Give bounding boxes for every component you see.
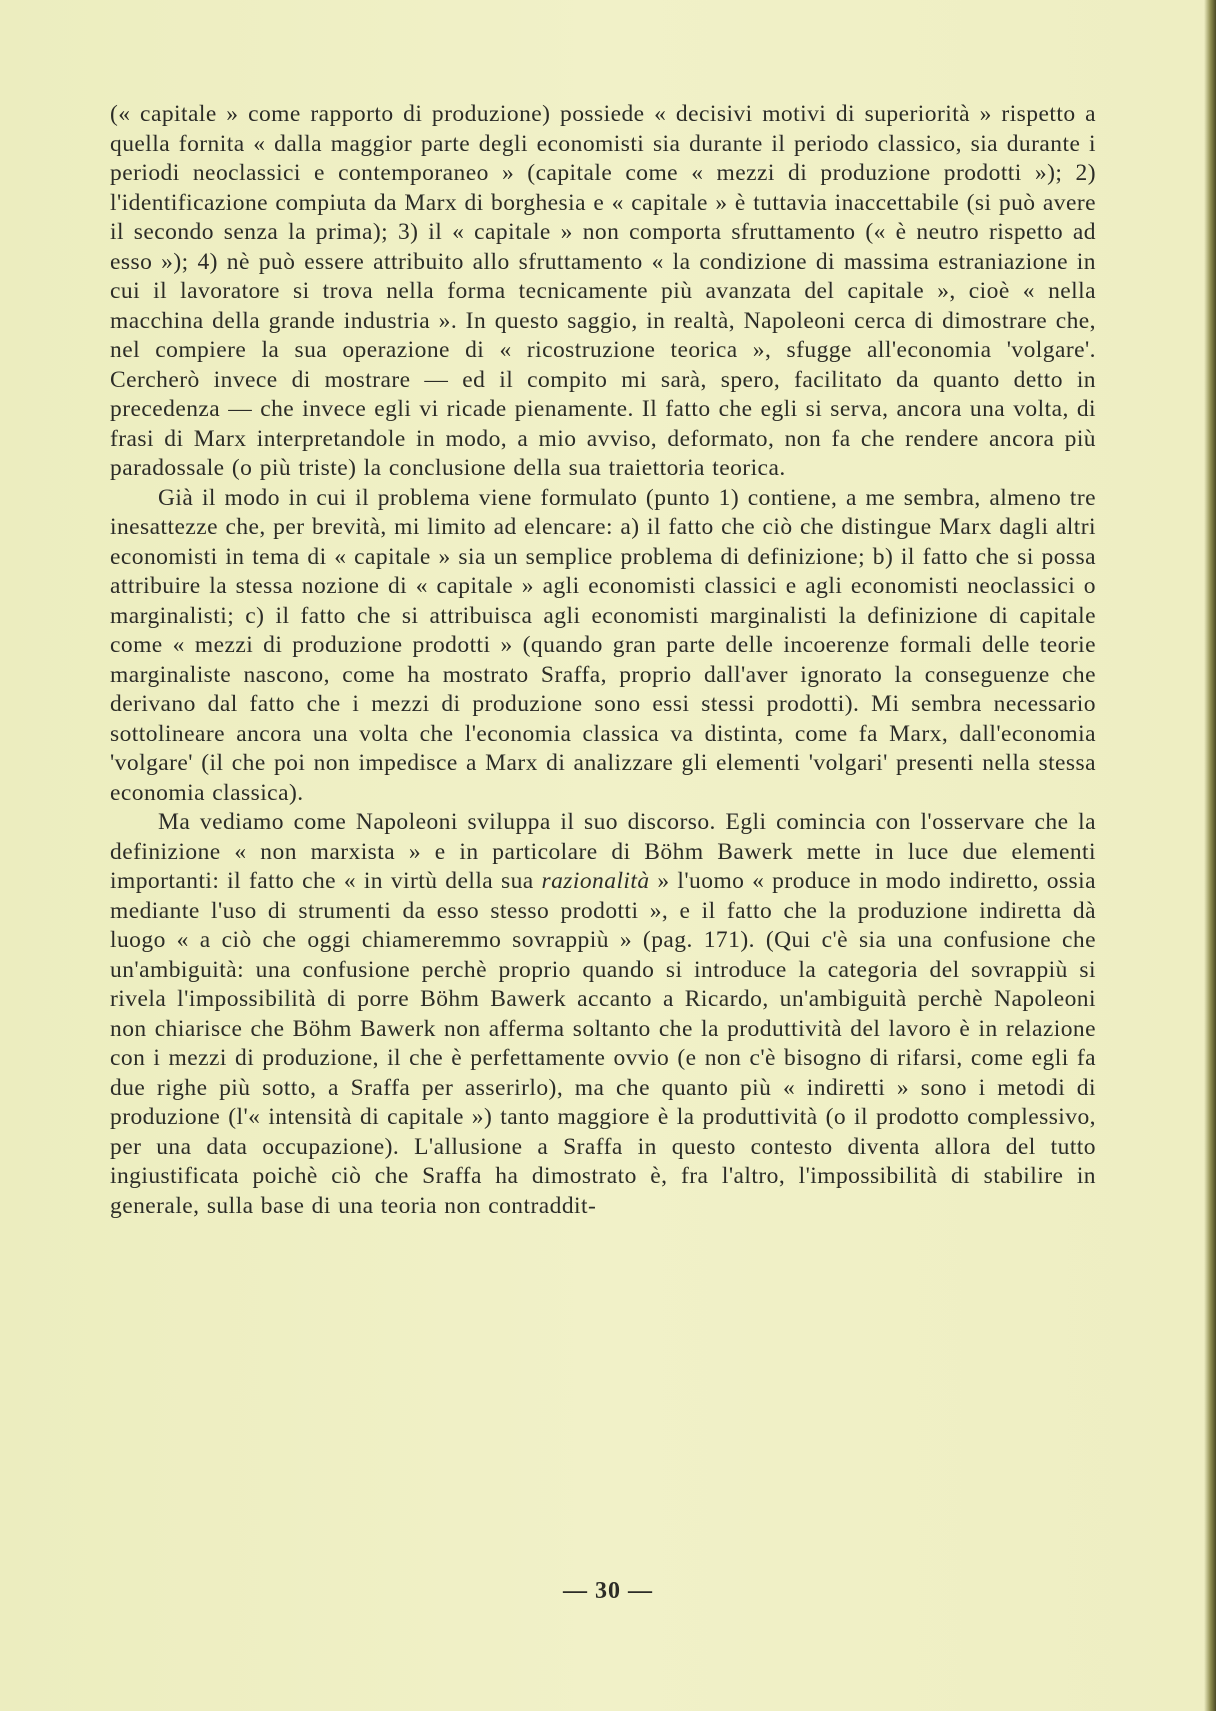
- paragraph-3-text-after: » l'uomo « produce in modo indiretto, ossia mediante l'uso di strumenti da esso stesso prodotti », e il fatto che la produzione indiretta dà luogo « a ciò che oggi chiameremmo sovrappiù » (pag. 171). (Qui c'è sia una confusione che un'ambiguità: una confusione perchè proprio quando si introduce la categoria del sovrappiù si rivela l'impossibilità di porre Böhm Bawerk accanto a Ricardo, un'ambiguità perchè Napoleoni non chiarisce che Böhm Bawerk non afferma soltanto che la produttività del lavoro è in relazione con i mezzi di produzione, il che è perfettamente ovvio (e non c'è bisogno di rifarsi, come egli fa due righe più sotto, a Sraffa per asserirlo), ma che quanto più « indiretti » sono i metodi di produzione (l'« intensità di capitale ») tanto maggiore è la produttività (o il prodotto complessivo, per una data occupazione). L'allusione a Sraffa in questo contesto diventa allora del tutto ingiustificata poichè ciò che Sraffa ha dimostrato è, fra l'altro, l'impossibilità di stabilire in generale, sulla base di una teoria non contraddit-: [110, 868, 1096, 1219]
- paragraph-3-text-before: Ma vediamo come Napoleoni sviluppa il suo discorso. Egli comincia con l'osservare che la definizione « non marxista » e in particolare di Böhm Bawerk mette in luce due elementi importanti: il fatto che « in virtù della sua: [110, 809, 1096, 894]
- paragraph-2: Già il modo in cui il problema viene formulato (punto 1) contiene, a me sembra, almeno tre inesattezze che, per brevità, mi limito ad elencare: a) il fatto che ciò che distingue Marx dagli altri economisti in tema di « capitale » sia un semplice problema di definizione; b) il fatto che si possa attribuire la stessa nozione di « capitale » agli economisti classici e agli economisti neoclassici o marginalisti; c) il fatto che si attribuisca agli economisti marginalisti la definizione di capitale come « mezzi di produzione prodotti » (quando gran parte delle incoerenze formali delle teorie marginaliste nascono, come ha mostrato Sraffa, proprio dall'aver ignorato la conseguenze che derivano dal fatto che i mezzi di produzione sono essi stessi prodotti). Mi sembra necessario sottolineare ancora una volta che l'economia classica va distinta, come fa Marx, dall'economia 'volgare' (il che poi non impedisce a Marx di analizzare gli elementi 'volgari' presenti nella stessa economia classica).: [110, 484, 1096, 806]
- body-text: [110, 100, 1096, 1221]
- paragraph-1: (« capitale » come rapporto di produzione) possiede « decisivi motivi di superiorità » rispetto a quella fornita « dalla maggior parte degli economisti sia durante il periodo classico, sia durante i periodi neoclassici e contemporaneo » (capitale come « mezzi di produzione prodotti »); 2) l'identificazione compiuta da Marx di borghesia e « capitale » è tuttavia inaccettabile (si può avere il secondo senza la prima); 3) il « capitale » non comporta sfruttamento (« è neutro rispetto ad esso »); 4) nè può essere attribuito allo sfruttamento « la condizione di massima estraniazione in cui il lavoratore si trova nella forma tecnicamente più avanzata del capitale », cioè « nella macchina della grande industria ». In questo saggio, in realtà, Napoleoni cerca di dimostrare che, nel compiere la sua operazione di « ricostruzione teorica », sfugge all'economia 'volgare'. Cercherò invece di mostrare — ed il compito mi sarà, spero, facilitato da quanto detto in precedenza — che invece egli vi ricade pienamente. Il fatto che egli si serva, ancora una volta, di frasi di Marx interpretandole in modo, a mio avviso, deformato, non fa che rendere ancora più paradossale (o più triste) la conclusione della sua traiettoria teorica.: [110, 101, 1096, 481]
- page-number: — 30 —: [563, 1578, 653, 1604]
- paragraph-3: [110, 808, 1096, 1221]
- emphasis-razionalita: razionalità: [541, 868, 650, 894]
- page-edge-shadow: [1204, 0, 1216, 1711]
